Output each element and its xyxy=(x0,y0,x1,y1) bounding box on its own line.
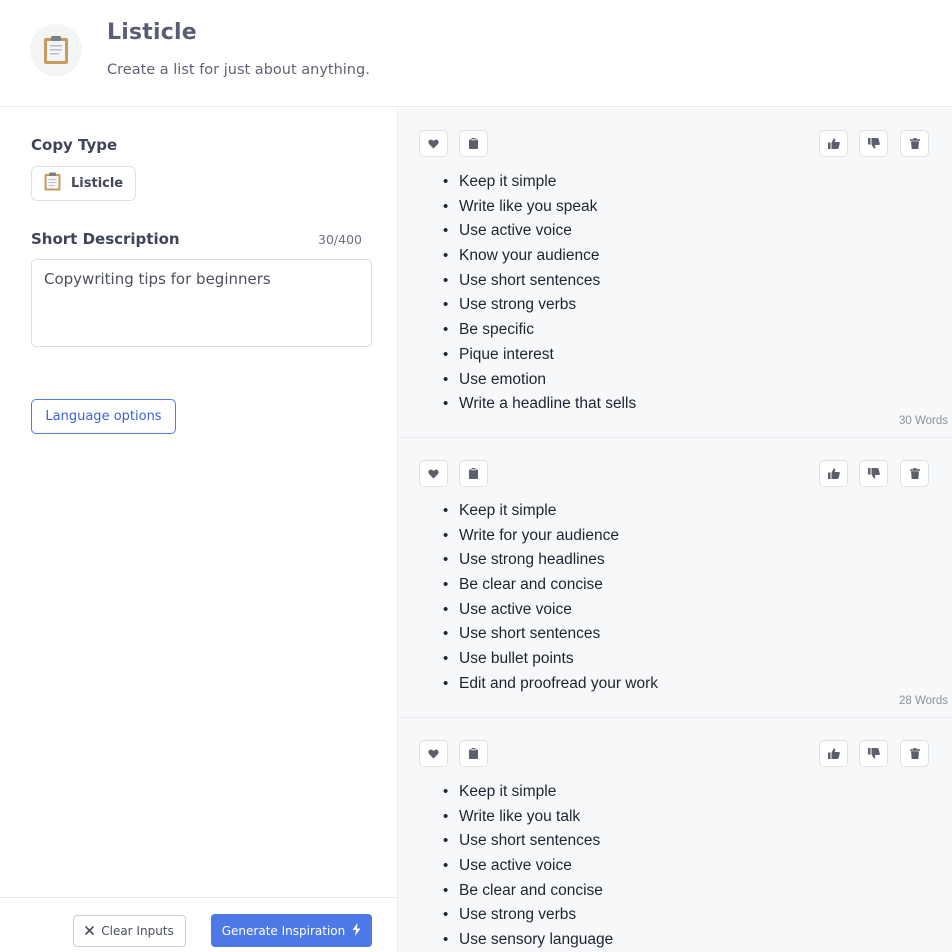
list-item: • Edit and proofread your work xyxy=(443,672,658,697)
list-item: • Use strong verbs xyxy=(443,293,636,318)
x-icon xyxy=(85,924,94,938)
word-count: 30 Words xyxy=(898,415,948,427)
trash-icon[interactable] xyxy=(900,130,929,157)
copy-type-value: Listicle xyxy=(71,176,124,191)
page-header xyxy=(0,0,952,107)
clipboard-icon xyxy=(44,172,61,195)
list-item: • Be specific xyxy=(443,318,636,343)
copy-type-selector[interactable] xyxy=(31,166,136,201)
thumbs-down-icon[interactable] xyxy=(859,740,888,767)
clipboard-icon[interactable] xyxy=(459,460,488,487)
short-description-input[interactable] xyxy=(31,259,372,347)
list-item: • Keep it simple xyxy=(443,780,613,805)
list-item: • Know your audience xyxy=(443,244,636,269)
list-item: • Use sensory language xyxy=(443,928,613,952)
thumbs-up-icon[interactable] xyxy=(819,460,848,487)
list-item: • Use strong headlines xyxy=(443,548,658,573)
copy-type-label: Copy Type xyxy=(31,136,118,154)
list-item: • Be clear and concise xyxy=(443,879,613,904)
list-item: • Write like you talk xyxy=(443,805,613,830)
list-item: • Use strong verbs xyxy=(443,903,613,928)
list-item: • Use bullet points xyxy=(443,647,658,672)
list-item: • Use emotion xyxy=(443,368,636,393)
clipboard-icon xyxy=(30,24,82,76)
list-item: • Keep it simple xyxy=(443,170,636,195)
page-title: Listicle xyxy=(107,20,197,45)
list-item: • Use short sentences xyxy=(443,622,658,647)
heart-icon[interactable] xyxy=(419,130,448,157)
list-item: • Pique interest xyxy=(443,343,636,368)
list-item: • Be clear and concise xyxy=(443,573,658,598)
list-item: • Use active voice xyxy=(443,854,613,879)
heart-icon[interactable] xyxy=(419,460,448,487)
list-item: • Write for your audience xyxy=(443,524,658,549)
list-item: • Keep it simple xyxy=(443,499,658,524)
list-item: • Use short sentences xyxy=(443,829,613,854)
thumbs-up-icon[interactable] xyxy=(819,130,848,157)
result-card xyxy=(398,718,952,952)
thumbs-down-icon[interactable] xyxy=(859,460,888,487)
results-panel xyxy=(398,108,952,952)
page-subtitle: Create a list for just about anything. xyxy=(107,62,370,78)
word-count: 28 Words xyxy=(898,695,948,707)
thumbs-down-icon[interactable] xyxy=(859,130,888,157)
clipboard-icon[interactable] xyxy=(459,130,488,157)
heart-icon[interactable] xyxy=(419,740,448,767)
list-item: • Use short sentences xyxy=(443,269,636,294)
list-item: • Write like you speak xyxy=(443,195,636,220)
result-card xyxy=(398,108,952,438)
short-description-label: Short Description xyxy=(31,230,180,248)
clear-inputs-button[interactable] xyxy=(73,915,186,947)
language-options-button[interactable]: Language options xyxy=(31,399,176,434)
generate-inspiration-button[interactable] xyxy=(211,914,372,947)
trash-icon[interactable] xyxy=(900,460,929,487)
trash-icon[interactable] xyxy=(900,740,929,767)
clipboard-icon[interactable] xyxy=(459,740,488,767)
list-item: • Use active voice xyxy=(443,598,658,623)
list-item: • Write a headline that sells xyxy=(443,392,636,417)
result-list xyxy=(443,780,613,952)
clear-inputs-label: Clear Inputs xyxy=(101,924,174,938)
list-item: • Use active voice xyxy=(443,219,636,244)
character-counter: 30/400 xyxy=(318,232,362,247)
result-card xyxy=(398,438,952,718)
result-list xyxy=(443,499,658,697)
thumbs-up-icon[interactable] xyxy=(819,740,848,767)
lightning-icon xyxy=(352,923,361,939)
result-list xyxy=(443,170,636,417)
generate-label: Generate Inspiration xyxy=(221,923,346,938)
